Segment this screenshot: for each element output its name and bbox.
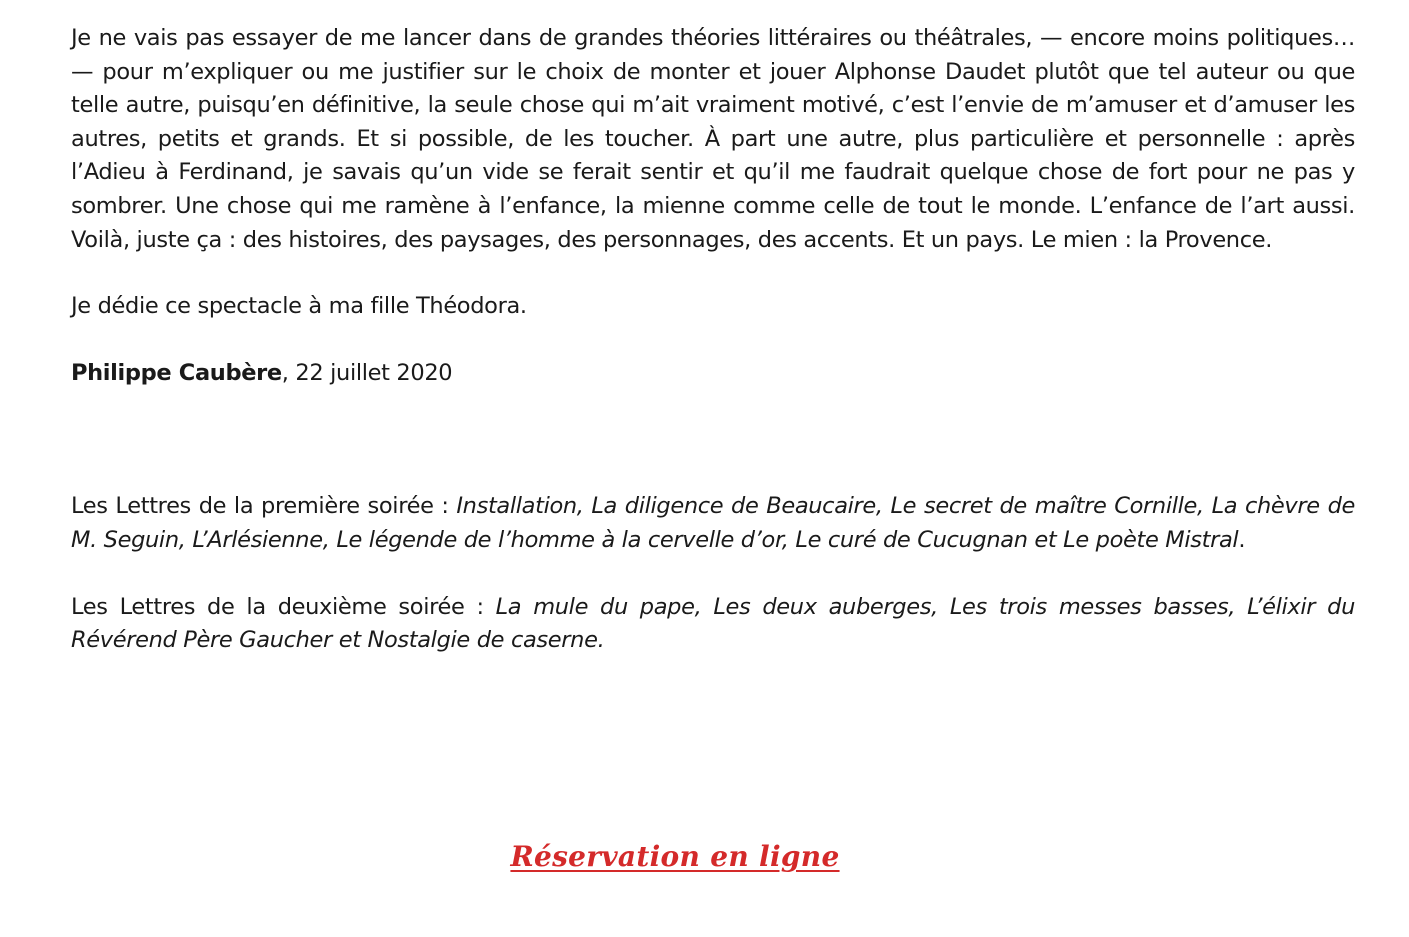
author-name: Philippe Caubère (71, 359, 282, 386)
signature-date: , 22 juillet 2020 (281, 359, 453, 386)
intro-paragraph: Je ne vais pas essayer de me lancer dans de grandes théories littéraires ou théâtrales, — encore moins politiques…— pour m’expliquer ou me justifier sur le choix de monter et jouer Alphonse Daudet plutôt que tel auteur ou que telle autre, puisqu’en définitive, la seule chose qui m’ait vraiment motivé, c’est l’envie de m’amuser et d’amuser les autres, petits et grands. Et si possible, de les toucher. À part une autre, plus particulière et personnelle : après l’Adieu à Ferdinand, je savais qu’un vide se ferait sentir et qu’il me faudrait quelque chose de fort pour ne pas y sombrer. Une chose qui me ramène à l’enfance, la mienne comme celle de tout le monde. L’enfance de l’art aussi. Voilà, juste ça : des histoires, des paysages, des personnages, des accents. Et un pays. Le mien : la Provence. (71, 25, 1355, 253)
signature-line (71, 357, 1355, 391)
article-body (71, 22, 1355, 658)
first-evening-titles: Installation, La diligence de Beaucaire, Le secret de maître Cornille, La chèvre de M. Seguin, L’Arlésienne, Le légende de l’homme à la cervelle d’or, Le curé de Cucugnan et Le poète Mistral (71, 493, 1355, 553)
first-evening-paragraph (71, 490, 1355, 557)
second-evening-label: Les Lettres de la deuxième soirée : (71, 593, 496, 620)
reservation-cta-container (496, 837, 854, 877)
second-evening-paragraph (71, 591, 1355, 658)
first-evening-label: Les Lettres de la première soirée : (71, 493, 457, 520)
first-evening-end: . (1238, 526, 1246, 553)
second-evening-titles: La mule du pape, Les deux auberges, Les trois messes basses, L’élixir du Révérend Père Gaucher et Nostalgie de caserne. (71, 593, 1355, 654)
online-reservation-link[interactable]: Réservation en ligne (510, 840, 840, 873)
dedication-paragraph: Je dédie ce spectacle à ma fille Théodora. (71, 293, 527, 320)
